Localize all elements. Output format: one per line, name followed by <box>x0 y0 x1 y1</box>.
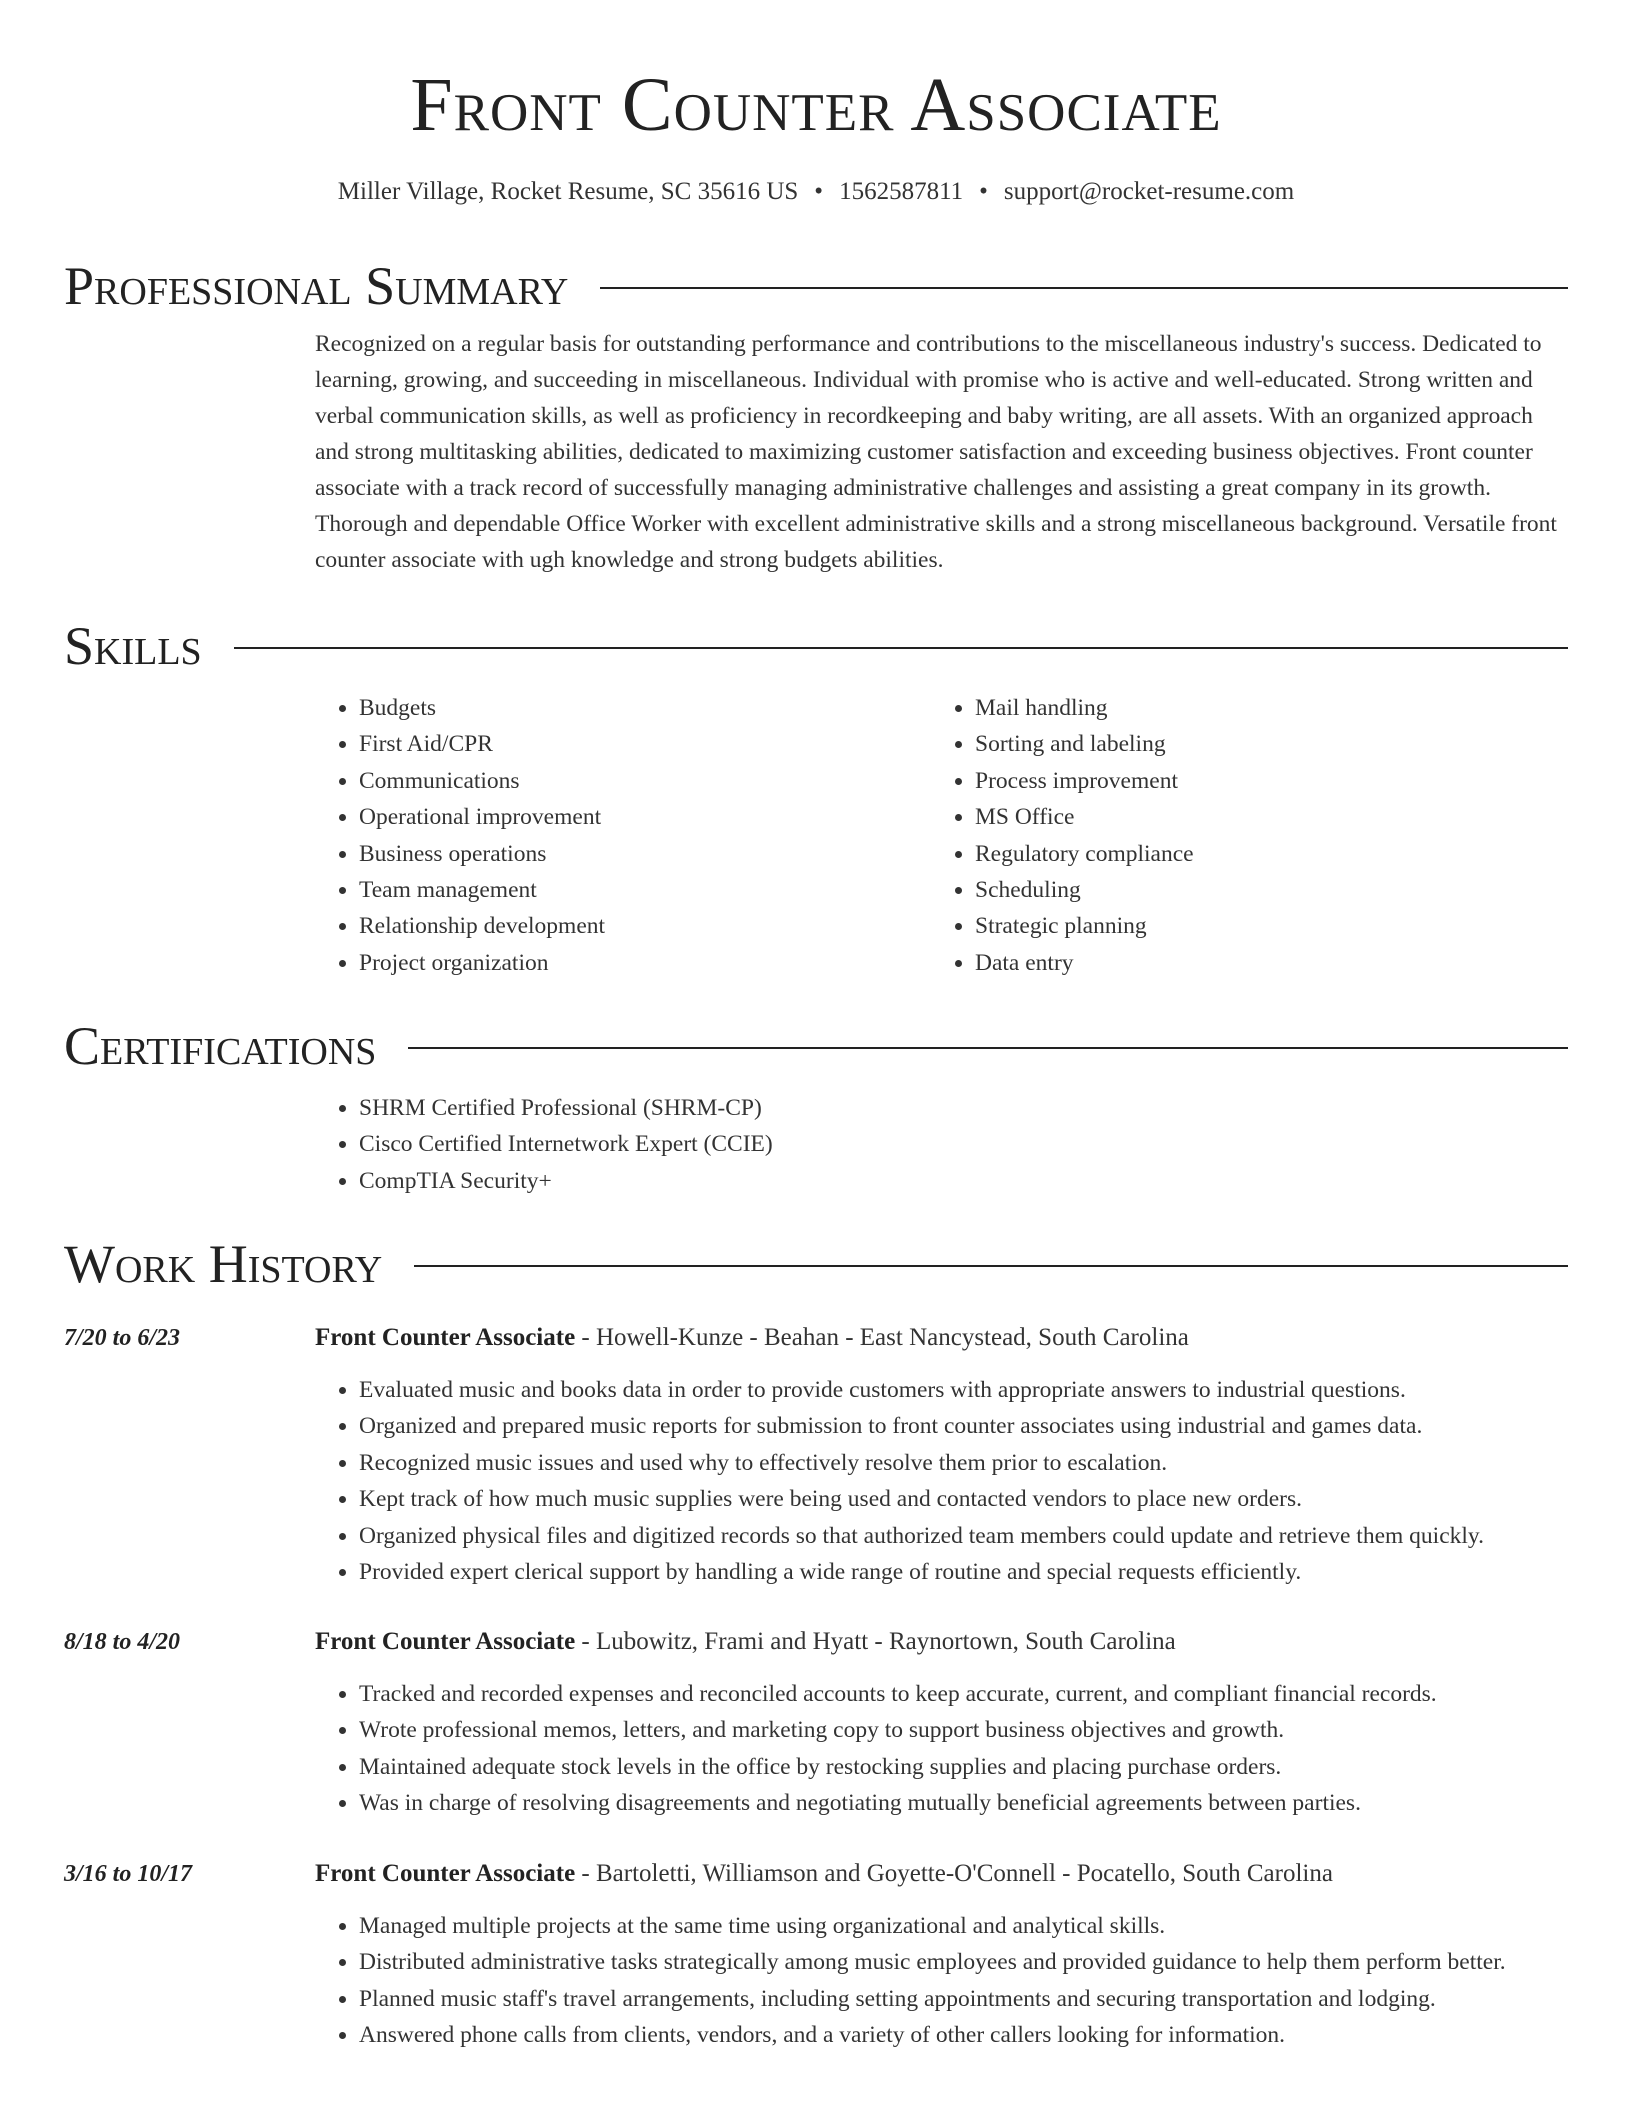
skill-item: • Data entry <box>975 945 1547 981</box>
section-title: Work History <box>64 1234 383 1294</box>
section-title: Skills <box>64 616 202 676</box>
summary-heading <box>64 254 1568 318</box>
job-employer-location: - Howell-Kunze - Beahan - East Nancystead, South Carolina <box>575 1324 1189 1351</box>
contact-address: Miller Village, Rocket Resume, SC 35616 US <box>337 178 799 205</box>
certifications-heading <box>64 1014 1568 1078</box>
skills-column-left <box>315 690 931 981</box>
section-divider <box>600 287 1568 289</box>
section-title: Professional Summary <box>64 256 569 316</box>
skills-section <box>64 614 1568 981</box>
job-entry <box>64 1856 1568 2054</box>
section-divider <box>408 1047 1568 1049</box>
contact-email[interactable]: support@rocket-resume.com <box>1003 178 1295 205</box>
skill-item: • MS Office <box>975 799 1547 835</box>
skill-item: • Budgets <box>359 690 931 726</box>
certifications-section <box>64 1014 1568 1199</box>
skill-item: • Relationship development <box>359 908 931 944</box>
summary-text: Recognized on a regular basis for outstanding performance and contributions to the miscellaneous industry's success. Dedicated to learning, growing, and succeeding in miscellaneous. Individual with promise who is active and well-educated. Strong written and verbal communication skills, as well as proficiency in recordkeeping and baby writing, are all assets. With an organized approach and strong multitasking abilities, dedicated to maximizing customer satisfaction and exceeding business objectives. Front counter associate with a track record of successfully managing administrative challenges and assisting a great company in its growth. Thorough and dependable Office Worker with excellent administrative skills and a strong miscellaneous background. Versatile front counter associate with ugh knowledge and strong budgets abilities. <box>315 331 1557 573</box>
job-bullet: • Planned music staff's travel arrangements, including setting appointments and securing transportation and lodging. <box>359 1981 1568 2017</box>
job-entry <box>64 1320 1568 1590</box>
skills-heading <box>64 614 1568 678</box>
job-bullet: • Organized and prepared music reports for submission to front counter associates using industrial and games data. <box>359 1408 1568 1444</box>
job-bullet: • Managed multiple projects at the same time using organizational and analytical skills. <box>359 1908 1568 1944</box>
skill-item: • Team management <box>359 872 931 908</box>
certifications-list <box>315 1078 1568 1199</box>
job-dates: 7/20 to 6/23 <box>64 1325 181 1351</box>
section-title: Certifications <box>64 1016 377 1076</box>
contact-line <box>0 176 1632 208</box>
skill-item: • Project organization <box>359 945 931 981</box>
job-bullet: • Distributed administrative tasks strategically among music employees and provided guidance to help them perform better. <box>359 1944 1568 1980</box>
job-employer-location: - Lubowitz, Frami and Hyatt - Raynortown, South Carolina <box>575 1628 1176 1655</box>
contact-separator: • <box>979 178 988 205</box>
skill-item: • Sorting and labeling <box>975 726 1547 762</box>
job-bullet: • Provided expert clerical support by handling a wide range of routine and special requests efficiently. <box>359 1554 1568 1590</box>
job-dates: 3/16 to 10/17 <box>64 1861 193 1887</box>
job-title: Front Counter Associate <box>315 1324 576 1351</box>
job-bullet: • Maintained adequate stock levels in the office by restocking supplies and placing purchase orders. <box>359 1749 1568 1785</box>
job-entry <box>64 1624 1568 1822</box>
section-divider <box>414 1265 1568 1267</box>
job-bullet: • Recognized music issues and used why to effectively resolve them prior to escalation. <box>359 1445 1568 1481</box>
job-bullet: • Organized physical files and digitized records so that authorized team members could update and retrieve them quickly. <box>359 1518 1568 1554</box>
job-bullet: • Wrote professional memos, letters, and marketing copy to support business objectives and growth. <box>359 1712 1568 1748</box>
job-title: Front Counter Associate <box>315 1628 576 1655</box>
job-heading <box>315 1856 1568 1892</box>
contact-separator: • <box>814 178 824 205</box>
skill-item: • Communications <box>359 763 931 799</box>
skill-item: • Operational improvement <box>359 799 931 835</box>
job-bullet: • Answered phone calls from clients, vendors, and a variety of other callers looking for information. <box>359 2017 1568 2053</box>
job-heading <box>315 1624 1568 1660</box>
summary-section <box>64 254 1568 578</box>
job-employer-location: - Bartoletti, Williamson and Goyette-O'Connell - Pocatello, South Carolina <box>575 1860 1333 1887</box>
job-bullet: • Kept track of how much music supplies were being used and contacted vendors to place new orders. <box>359 1481 1568 1517</box>
skill-item: • First Aid/CPR <box>359 726 931 762</box>
skill-item: • Strategic planning <box>975 908 1547 944</box>
contact-phone: 1562587811 <box>839 178 964 205</box>
skill-item: • Regulatory compliance <box>975 836 1547 872</box>
skills-column-right <box>931 690 1547 981</box>
job-heading <box>315 1320 1568 1356</box>
job-bullet: • Tracked and recorded expenses and reconciled accounts to keep accurate, current, and compliant financial records. <box>359 1676 1568 1712</box>
job-bullet: • Was in charge of resolving disagreements and negotiating mutually beneficial agreements between parties. <box>359 1785 1568 1821</box>
work-history-section <box>64 1232 1568 1296</box>
skill-item: • Scheduling <box>975 872 1547 908</box>
resume-name: Front Counter Associate <box>410 63 1222 147</box>
section-divider <box>234 647 1568 649</box>
certification-item: • SHRM Certified Professional (SHRM-CP) <box>359 1090 1568 1126</box>
work-history-heading <box>64 1232 1568 1296</box>
certification-item: • CompTIA Security+ <box>359 1163 1568 1199</box>
job-bullet: • Evaluated music and books data in order to provide customers with appropriate answers to industrial questions. <box>359 1372 1568 1408</box>
skill-item: • Process improvement <box>975 763 1547 799</box>
job-dates: 8/18 to 4/20 <box>64 1629 181 1655</box>
skills-list <box>315 678 1568 981</box>
certification-item: • Cisco Certified Internetwork Expert (CCIE) <box>359 1126 1568 1162</box>
job-title: Front Counter Associate <box>315 1860 576 1887</box>
skill-item: • Business operations <box>359 836 931 872</box>
skill-item: • Mail handling <box>975 690 1547 726</box>
